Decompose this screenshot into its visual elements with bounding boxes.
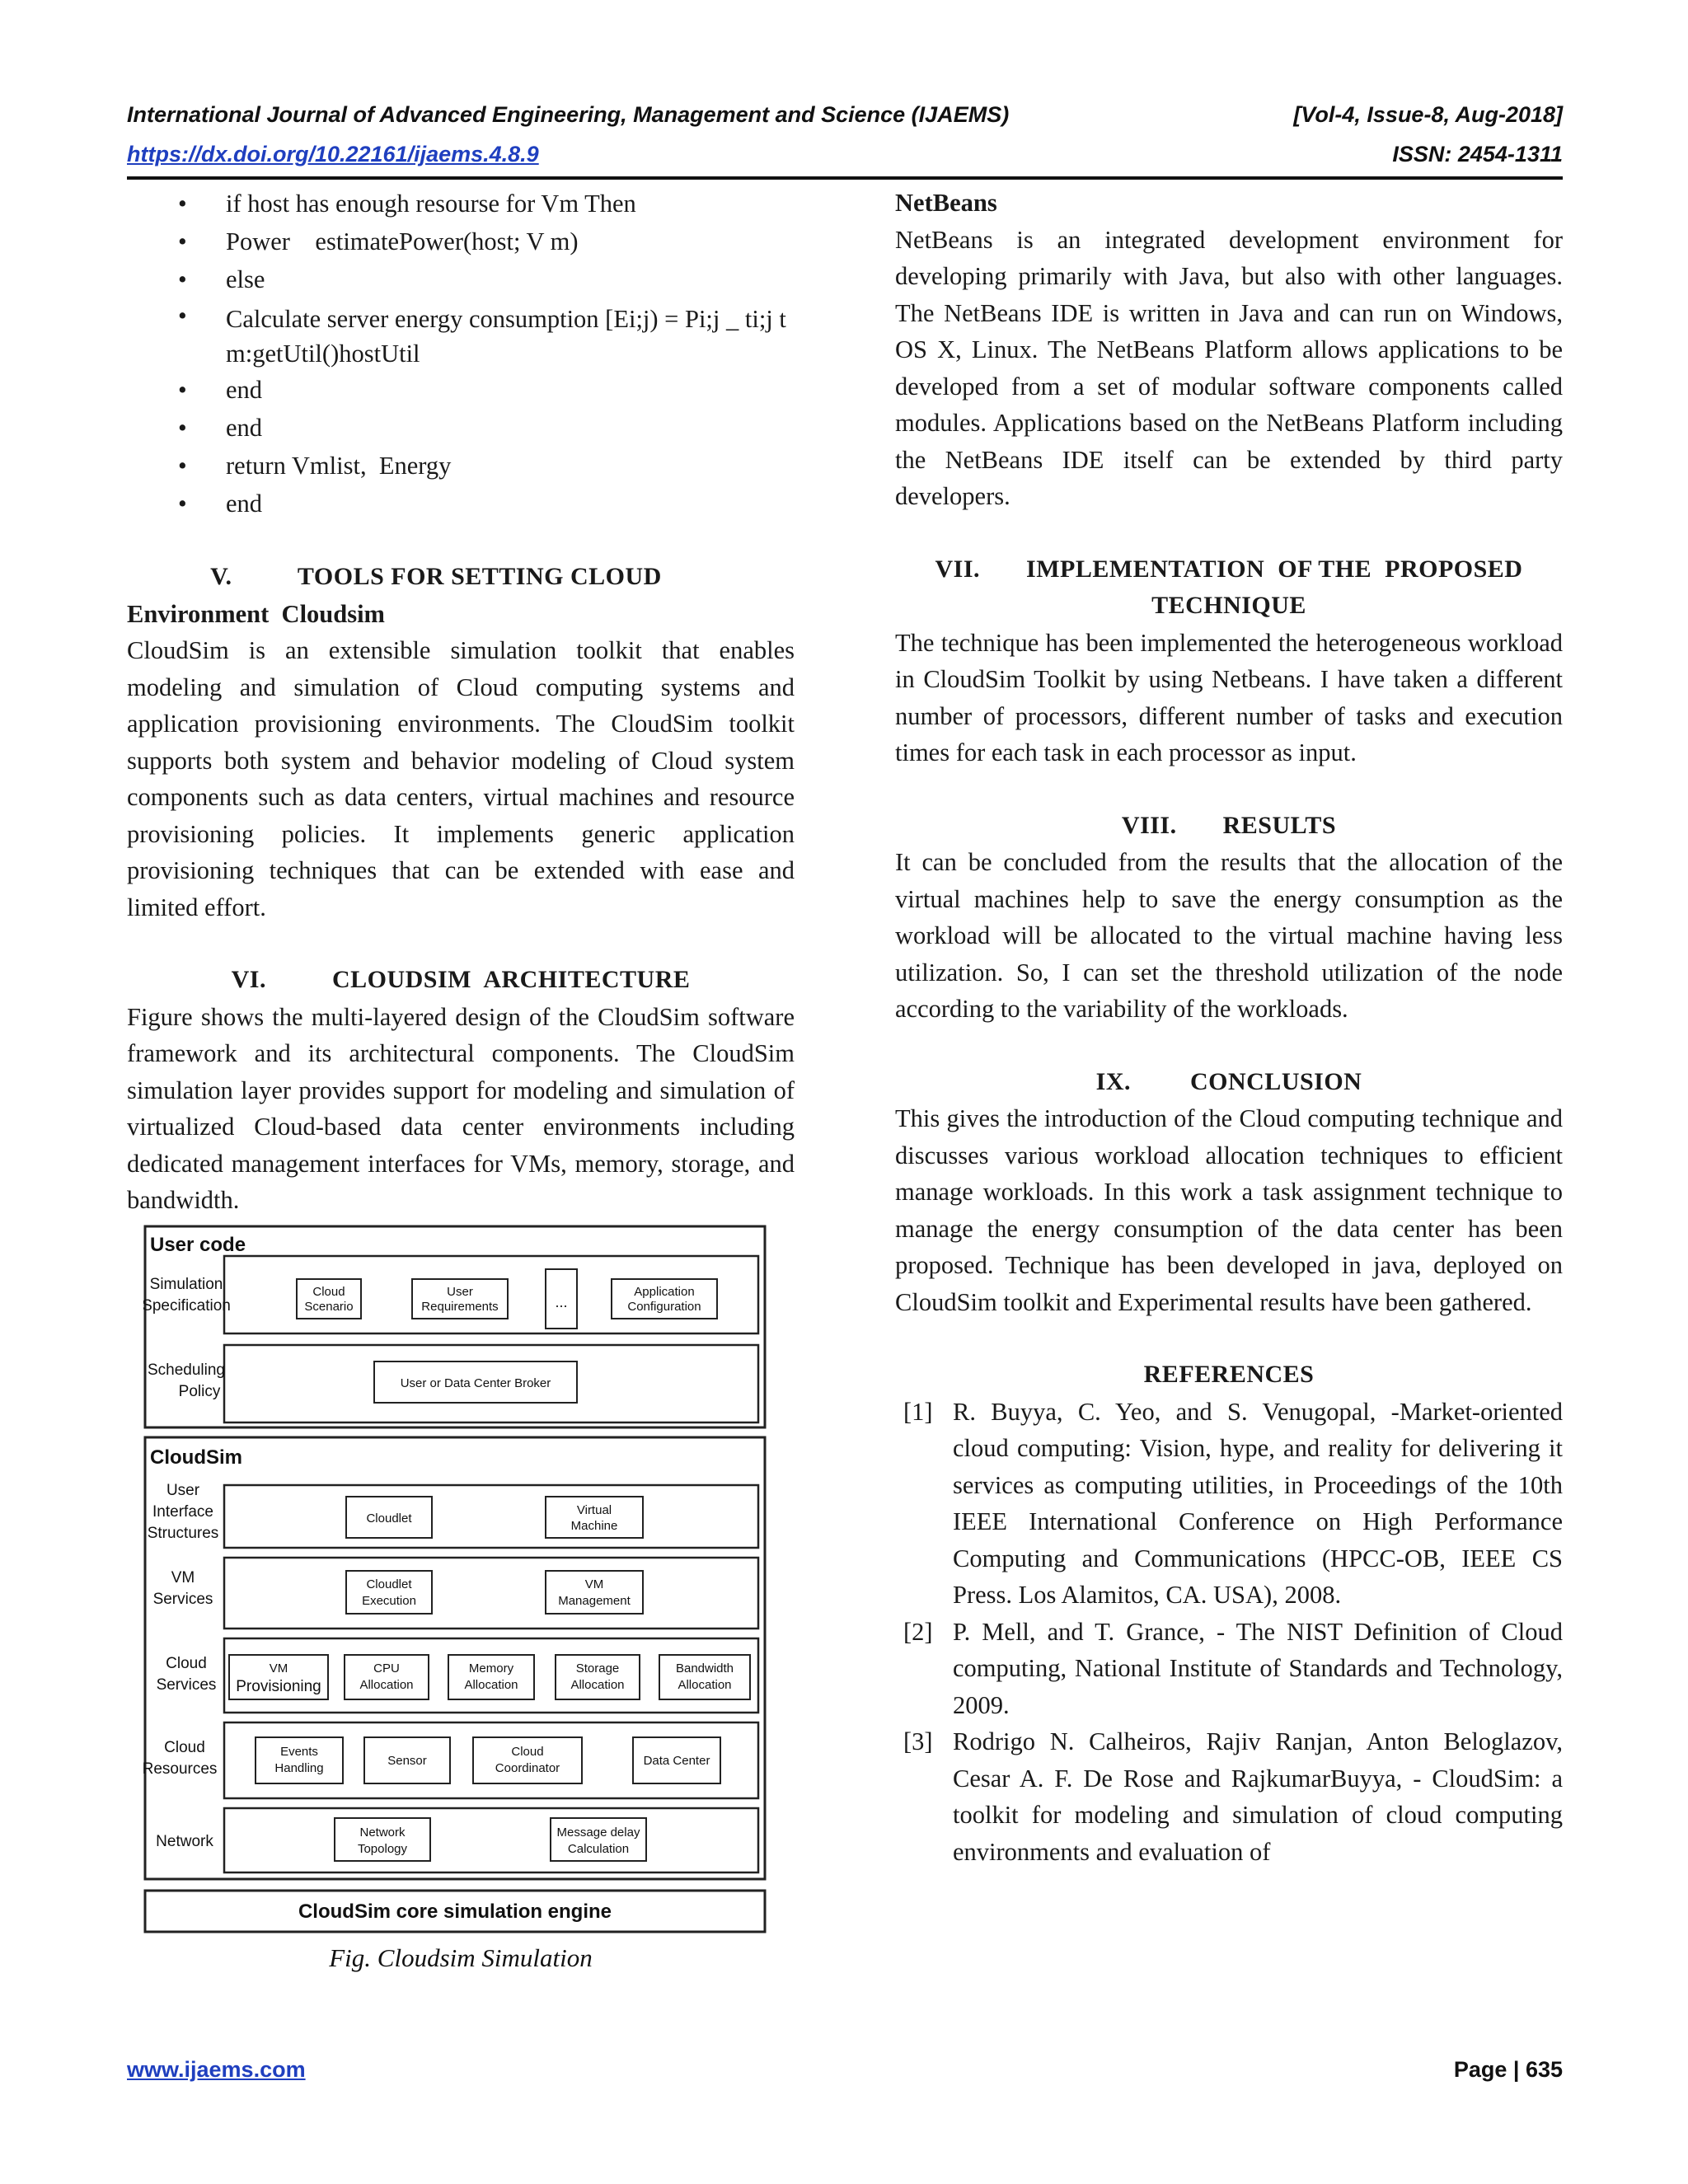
- section7-heading-1: VII. IMPLEMENTATION OF THE PROPOSED: [935, 555, 1523, 583]
- broker-text: User or Data Center Broker: [400, 1376, 551, 1390]
- right-column: [895, 185, 1563, 1870]
- list-item: • else: [127, 260, 795, 298]
- references-heading: REFERENCES: [1143, 1361, 1315, 1388]
- reference-number: [2]: [903, 1617, 933, 1646]
- svg-text:Structures: Structures: [147, 1525, 219, 1542]
- bullet-icon: •: [178, 265, 187, 293]
- svg-text:Application: Application: [634, 1285, 695, 1299]
- list-item: • if host has enough resourse for Vm Then: [127, 185, 795, 223]
- svg-text:Network: Network: [359, 1825, 406, 1840]
- sim-spec-label-1: Simulation: [149, 1276, 223, 1293]
- svg-text:Cloud: Cloud: [511, 1745, 544, 1759]
- list-item: • end: [127, 485, 795, 523]
- section6-body: Figure shows the multi-layered design of the CloudSim software framework and its architectural components. The CloudSim simulation layer provides support for modeling and simulation of virtualized Cloud-based data center environments including dedicated management interfaces for VMs, memory, storage, and bandwidth.: [127, 1002, 795, 1214]
- svg-text:Handling: Handling: [274, 1761, 324, 1775]
- section7-body: The technique has been implemented the heterogeneous workload in CloudSim Toolkit by using Netbeans. I have taken a different number of processors, different number of tasks and execution times for each task in each processor as input.: [895, 628, 1563, 766]
- svg-text:Execution: Execution: [362, 1594, 416, 1608]
- svg-text:Services: Services: [156, 1676, 217, 1694]
- svg-text:Resources: Resources: [143, 1760, 218, 1778]
- bullet-icon: •: [178, 227, 187, 255]
- core-engine-text: CloudSim core simulation engine: [298, 1900, 612, 1923]
- svg-text:Configuration: Configuration: [627, 1300, 701, 1314]
- svg-text:Provisioning: Provisioning: [236, 1678, 321, 1695]
- section8-heading: VIII. RESULTS: [1121, 811, 1337, 839]
- svg-text:Scenario: Scenario: [304, 1300, 354, 1314]
- reference-number: [1]: [903, 1397, 933, 1426]
- section5-body: CloudSim is an extensible simulation toolkit that enables modeling and simulation of Cloud computing systems and application provisioning environments. The CloudSim toolkit supports both system and behavior modeling of Cloud system components such as data centers, virtual machines and resource provisioning policies. It implements generic application provisioning techniques that can be extended with ease and limited effort.: [127, 636, 795, 921]
- reference-text: R. Buyya, C. Yeo, and S. Venugopal, -Market-oriented cloud computing: Vision, hype, and reality for delivering it services as computing utilities, in Proceedings of the 10th IEEE International Conference on High Performance Computing and Communications (HPCC-OB, IEEE CS Press. Los Alamitos, CA. USA), 2008.: [953, 1397, 1563, 1609]
- svg-text:Interface: Interface: [152, 1503, 213, 1521]
- ellipsis-text: ...: [555, 1294, 568, 1310]
- svg-text:Memory: Memory: [468, 1661, 514, 1675]
- reference-item: [895, 1723, 1563, 1870]
- page-number: Page | 635: [1453, 2057, 1563, 2082]
- vm-services-band: [224, 1558, 758, 1629]
- svg-text:VM: VM: [269, 1661, 288, 1675]
- doi-line: [127, 142, 1563, 175]
- svg-text:CPU: CPU: [373, 1661, 400, 1675]
- section7-heading-2: TECHNIQUE: [1151, 592, 1306, 619]
- svg-text:VM: VM: [171, 1569, 195, 1586]
- left-column: [127, 185, 812, 1219]
- svg-text:Cloud: Cloud: [164, 1739, 205, 1756]
- svg-text:Calculation: Calculation: [567, 1842, 630, 1856]
- section9-body: This gives the introduction of the Cloud computing technique and discusses various workload allocation techniques to efficient manage workloads. In this work a task assignment technique to manage the energy consumption of the data center has been proposed. Technique has been developed in java, deployed on CloudSim toolkit and Experimental results have been gathered.: [895, 1104, 1563, 1316]
- bullet-icon: •: [178, 414, 187, 442]
- svg-text:Cloud: Cloud: [166, 1655, 207, 1672]
- list-item: • Calculate server energy consumption [Ei;j) = Pi;j _ ti;j t m:getUtil()hostUtil: [127, 298, 795, 371]
- header-rule: [127, 176, 1563, 180]
- svg-text:Scheduling: Scheduling: [147, 1361, 226, 1379]
- svg-text:Requirements: Requirements: [421, 1300, 499, 1314]
- svg-text:Policy: Policy: [178, 1383, 221, 1400]
- bullet-icon: •: [178, 490, 187, 518]
- journal-website-link[interactable]: www.ijaems.com: [127, 2057, 306, 2082]
- journal-title: International Journal of Advanced Engineering, Management and Science (IJAEMS): [127, 102, 1010, 127]
- bullet-icon: •: [178, 452, 187, 480]
- reference-text: Rodrigo N. Calheiros, Rajiv Ranjan, Anton Beloglazov, Cesar A. F. De Rose and RajkumarBuyya, - CloudSim: a toolkit for modeling and simulation of cloud computing environments and evaluation of: [953, 1727, 1563, 1866]
- svg-text:Events: Events: [280, 1745, 318, 1759]
- issn: ISSN: 2454-1311: [1392, 142, 1563, 166]
- list-item: • end: [127, 371, 795, 409]
- svg-text:Coordinator: Coordinator: [495, 1761, 560, 1775]
- svg-text:Bandwidth: Bandwidth: [675, 1661, 734, 1675]
- svg-text:Network: Network: [156, 1833, 213, 1850]
- cloudsim-architecture-figure: [143, 1225, 767, 1935]
- user-code-title: User code: [150, 1234, 246, 1256]
- svg-text:Machine: Machine: [570, 1519, 618, 1533]
- journal-header: [127, 102, 1563, 135]
- algorithm-list: [127, 185, 812, 523]
- svg-text:Cloudlet: Cloudlet: [366, 1577, 412, 1591]
- bullet-icon: •: [178, 302, 187, 330]
- bullet-icon: •: [178, 190, 187, 218]
- bullet-icon: •: [178, 376, 187, 404]
- sim-spec-label-2: Specification: [143, 1297, 231, 1315]
- cloudsim-title: CloudSim: [150, 1446, 242, 1469]
- reference-item: [895, 1394, 1563, 1614]
- section6-heading: VI. CLOUDSIM ARCHITECTURE: [231, 966, 691, 993]
- section8-body: It can be concluded from the results that the allocation of the virtual machines help to save the energy consumption as the workload will be allocated to the virtual machine having less utilization. So, I can set the threshold utilization of the node according to the variability of the workloads.: [895, 848, 1563, 1023]
- svg-text:Cloudlet: Cloudlet: [366, 1511, 412, 1526]
- svg-text:Storage: Storage: [575, 1661, 620, 1675]
- svg-text:VM: VM: [584, 1577, 604, 1591]
- svg-text:Allocation: Allocation: [570, 1678, 625, 1692]
- list-item: • return Vmlist, Energy: [127, 447, 795, 485]
- list-item: • Power estimatePower(host; V m): [127, 223, 795, 260]
- reference-number: [3]: [903, 1727, 933, 1755]
- svg-text:Sensor: Sensor: [387, 1754, 427, 1768]
- reference-item: [895, 1614, 1563, 1724]
- netbeans-body: NetBeans is an integrated development environment for developing primarily with Java, but also with other languages. The NetBeans IDE is written in Java and can run on Windows, OS X, Linux. The NetBeans Platform allows applications to be developed from a set of modular software components called modules. Applications based on the NetBeans Platform including the NetBeans IDE itself can be extended by third party developers.: [895, 225, 1563, 510]
- section5-heading: V. TOOLS FOR SETTING CLOUD: [210, 563, 662, 590]
- svg-text:Virtual: Virtual: [576, 1503, 612, 1517]
- svg-text:User: User: [166, 1482, 200, 1499]
- list-item: • end: [127, 409, 795, 447]
- svg-text:Allocation: Allocation: [464, 1678, 518, 1692]
- svg-text:Allocation: Allocation: [359, 1678, 414, 1692]
- cloud-services-band: [224, 1638, 758, 1713]
- network-band: [224, 1808, 758, 1872]
- svg-text:Topology: Topology: [357, 1842, 408, 1856]
- svg-text:Allocation: Allocation: [678, 1678, 732, 1692]
- volume-info: [Vol-4, Issue-8, Aug-2018]: [1293, 102, 1563, 127]
- svg-text:User: User: [447, 1285, 473, 1299]
- cloudsim-frame: [145, 1437, 765, 1879]
- svg-text:Cloud: Cloud: [312, 1285, 345, 1299]
- section9-heading: IX. CONCLUSION: [1095, 1067, 1362, 1095]
- reference-text: P. Mell, and T. Grance, - The NIST Definition of Cloud computing, National Institute of Standards and Technology, 2009.: [953, 1617, 1563, 1719]
- svg-text:Services: Services: [152, 1591, 213, 1608]
- ui-structures-band: [224, 1485, 758, 1548]
- netbeans-heading: NetBeans: [895, 189, 997, 217]
- svg-text:Management: Management: [558, 1594, 631, 1608]
- figure-caption: Fig. Cloudsim Simulation: [329, 1943, 593, 1972]
- doi-link[interactable]: https://dx.doi.org/10.22161/ijaems.4.8.9: [127, 142, 539, 166]
- svg-text:Message delay: Message delay: [556, 1825, 640, 1840]
- svg-text:Data Center: Data Center: [643, 1754, 710, 1768]
- section5-subheading: Environment Cloudsim: [127, 599, 385, 628]
